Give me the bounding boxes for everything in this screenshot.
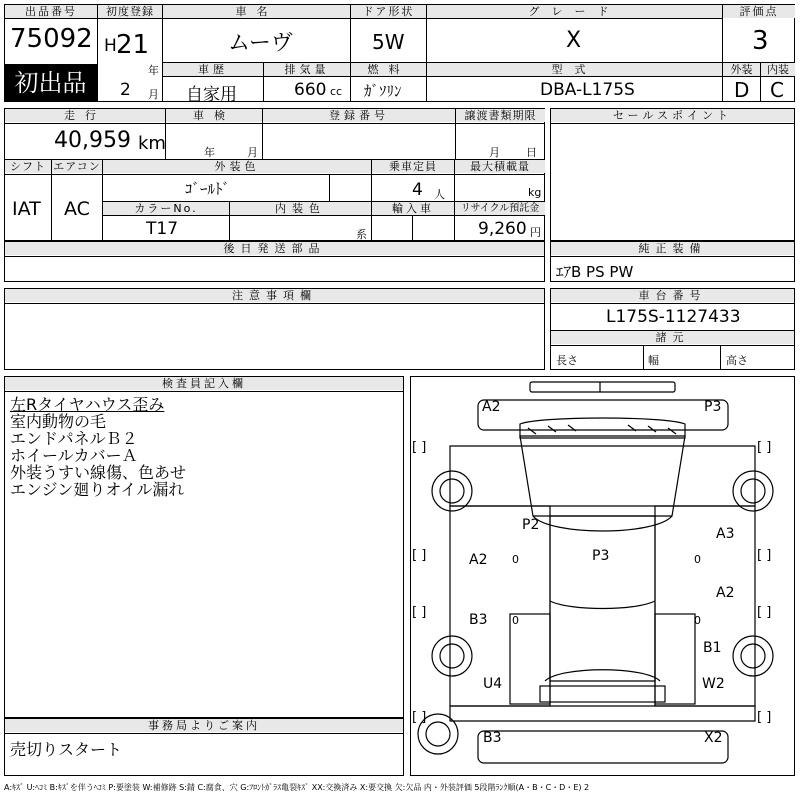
divider bbox=[550, 303, 795, 304]
score-label: 評価点 bbox=[723, 5, 795, 18]
mileage-value: 40,959 bbox=[54, 128, 131, 153]
color-label: 外装色 bbox=[103, 160, 371, 173]
import-label: 輸入車 bbox=[372, 202, 454, 215]
damage-mark: B3 bbox=[483, 730, 502, 746]
divider bbox=[412, 215, 413, 241]
zero-mark: 0 bbox=[694, 614, 701, 627]
interior-grade: C bbox=[770, 78, 784, 102]
mileage-unit: km bbox=[138, 133, 166, 154]
length-label: 長さ bbox=[556, 354, 578, 367]
history-value: 自家用 bbox=[186, 85, 237, 105]
notes-label: 注意事項欄 bbox=[5, 289, 544, 302]
remark-line: 外装うすい線傷、色あせ bbox=[10, 463, 187, 482]
displacement-label: 排気量 bbox=[264, 63, 350, 76]
color-no-label: カラーNo. bbox=[103, 202, 229, 215]
year-unit: 年 bbox=[148, 64, 159, 77]
capacity-label: 乗車定員 bbox=[372, 160, 454, 173]
first-listing-badge bbox=[4, 64, 97, 102]
displacement-unit: cc bbox=[330, 85, 343, 98]
divider bbox=[162, 76, 795, 77]
fuel-label: 燃料 bbox=[351, 63, 426, 76]
load-unit: kg bbox=[528, 186, 542, 199]
color-no-value: T17 bbox=[146, 219, 179, 239]
capacity-unit: 人 bbox=[434, 188, 445, 201]
damage-mark: A2 bbox=[716, 585, 735, 601]
divider bbox=[4, 123, 545, 124]
legend: A:ｷｽﾞ U:ﾍｺﾐ B:ｷｽﾞを伴うﾍｺﾐ P:要塗装 W:補修跡 S:錆 C:腐食、穴 G:ﾌﾛﾝﾄｶﾞﾗｽ亀裂ｷｽﾞ XX:交換済み X:要交換 欠:欠品 内・外装評価 5段階ﾗﾝｸ順(A・B・C・D・E) 2 bbox=[4, 783, 590, 792]
office-text: 売切りスタート bbox=[10, 740, 123, 759]
color-value: ｺﾞｰﾙﾄﾞ bbox=[185, 180, 231, 198]
inspection-month: 月 bbox=[247, 146, 258, 159]
divider bbox=[550, 256, 795, 257]
damage-mark: P3 bbox=[704, 399, 722, 415]
damage-mark: W2 bbox=[702, 676, 725, 692]
ac-value: AC bbox=[64, 198, 90, 220]
sales-point-block bbox=[550, 108, 795, 241]
office-label: 事務局よりご案内 bbox=[5, 719, 403, 732]
divider bbox=[643, 345, 644, 370]
grade-value: X bbox=[566, 28, 582, 53]
damage-mark: A2 bbox=[482, 399, 501, 415]
remark-line: ホイールカバーＡ bbox=[10, 446, 138, 465]
height-label: 高さ bbox=[726, 354, 748, 367]
plate-label: 登録番号 bbox=[263, 109, 455, 122]
displacement-value: 660 bbox=[294, 80, 327, 100]
later-parts-label: 後日発送部品 bbox=[5, 242, 544, 255]
specs-label: 諸元 bbox=[551, 331, 794, 344]
bracket-mark: [ ] bbox=[412, 548, 427, 563]
exterior-label: 外装 bbox=[723, 63, 760, 76]
transfer-day: 日 bbox=[526, 146, 537, 159]
door-value: 5W bbox=[372, 30, 405, 54]
damage-mark: B3 bbox=[469, 612, 488, 628]
month-unit: 月 bbox=[148, 88, 159, 101]
inspection-year: 年 bbox=[204, 146, 215, 159]
shift-label: シフト bbox=[5, 160, 51, 173]
recycle-value: 9,260 bbox=[478, 219, 527, 239]
history-label: 車歴 bbox=[163, 63, 263, 76]
damage-mark: A2 bbox=[469, 552, 488, 568]
interior-color-label: 内装色 bbox=[230, 202, 371, 215]
first-reg-label: 初度登録 bbox=[98, 5, 162, 18]
inspection-label: 車検 bbox=[166, 109, 262, 122]
remark-line: 室内動物の毛 bbox=[10, 412, 107, 431]
recycle-unit: 円 bbox=[530, 226, 541, 239]
bracket-mark: [ ] bbox=[757, 605, 772, 620]
model-value: DBA-L175S bbox=[540, 80, 635, 100]
divider bbox=[720, 345, 721, 370]
divider bbox=[550, 345, 795, 346]
interior-label: 内装 bbox=[761, 63, 795, 76]
grade-label: グレード bbox=[427, 5, 722, 18]
car-name: ムーヴ bbox=[228, 31, 293, 56]
capacity-value: 4 bbox=[412, 180, 423, 200]
bracket-mark: [ ] bbox=[412, 710, 427, 725]
divider bbox=[722, 4, 723, 102]
width-label: 幅 bbox=[648, 354, 659, 367]
interior-color-unit: 系 bbox=[356, 228, 367, 241]
ac-label: エアコン bbox=[53, 160, 101, 173]
damage-mark: X2 bbox=[704, 730, 723, 746]
zero-mark: 0 bbox=[512, 553, 519, 566]
remark-line: エンドパネルＢ２ bbox=[10, 429, 138, 448]
reg-month: 2 bbox=[120, 80, 131, 100]
divider bbox=[550, 123, 795, 124]
era: H bbox=[104, 36, 117, 56]
first-listing-text: 初出品 bbox=[14, 69, 87, 97]
car-name-label: 車名 bbox=[163, 5, 350, 18]
score-value: 3 bbox=[752, 26, 769, 56]
equipment-value: ｴｱB PS PW bbox=[556, 263, 634, 281]
reg-year: 21 bbox=[116, 30, 150, 60]
sales-point-label: セールスポイント bbox=[551, 109, 794, 122]
lot-number: 75092 bbox=[10, 24, 93, 54]
divider bbox=[4, 391, 404, 392]
equipment-label: 純正装備 bbox=[551, 242, 794, 255]
zero-mark: 0 bbox=[512, 614, 519, 627]
divider bbox=[4, 174, 545, 175]
damage-mark: B1 bbox=[703, 640, 722, 656]
bracket-mark: [ ] bbox=[757, 440, 772, 455]
exterior-grade: D bbox=[734, 78, 750, 102]
model-label: 型式 bbox=[427, 63, 722, 76]
zero-mark: 0 bbox=[694, 553, 701, 566]
lot-label: 出品番号 bbox=[5, 5, 97, 18]
bracket-mark: [ ] bbox=[757, 710, 772, 725]
chassis-number: L175S-1127433 bbox=[606, 307, 741, 327]
bracket-mark: [ ] bbox=[412, 440, 427, 455]
bracket-mark: [ ] bbox=[757, 548, 772, 563]
transfer-label: 譲渡書類期限 bbox=[456, 109, 545, 122]
remark-line: エンジン廻りオイル漏れ bbox=[10, 480, 185, 499]
damage-mark: P3 bbox=[592, 548, 610, 564]
shift-value: IAT bbox=[12, 198, 41, 220]
recycle-label: リサイクル預託金 bbox=[455, 202, 545, 215]
transfer-month: 月 bbox=[489, 146, 500, 159]
bracket-mark: [ ] bbox=[412, 605, 427, 620]
load-label: 最大積載量 bbox=[455, 160, 545, 173]
divider bbox=[4, 303, 545, 304]
damage-mark: P2 bbox=[522, 517, 540, 533]
damage-mark: A3 bbox=[716, 526, 735, 542]
divider bbox=[97, 18, 722, 19]
remark-line: 左Rタイヤハウス歪み bbox=[10, 395, 165, 414]
inspector-label: 検査員記入欄 bbox=[5, 377, 403, 390]
car-diagram bbox=[410, 376, 795, 776]
divider bbox=[4, 733, 404, 734]
divider bbox=[102, 215, 545, 216]
chassis-label: 車台番号 bbox=[551, 289, 794, 302]
divider bbox=[4, 256, 545, 257]
mileage-label: 走行 bbox=[5, 109, 165, 122]
inspector-remarks bbox=[10, 396, 186, 498]
fuel-value: ｶﾞｿﾘﾝ bbox=[364, 82, 402, 100]
divider bbox=[426, 4, 427, 102]
divider bbox=[4, 18, 97, 19]
divider bbox=[329, 174, 330, 201]
door-label: ドア形状 bbox=[351, 5, 426, 18]
damage-mark: U4 bbox=[483, 676, 503, 692]
